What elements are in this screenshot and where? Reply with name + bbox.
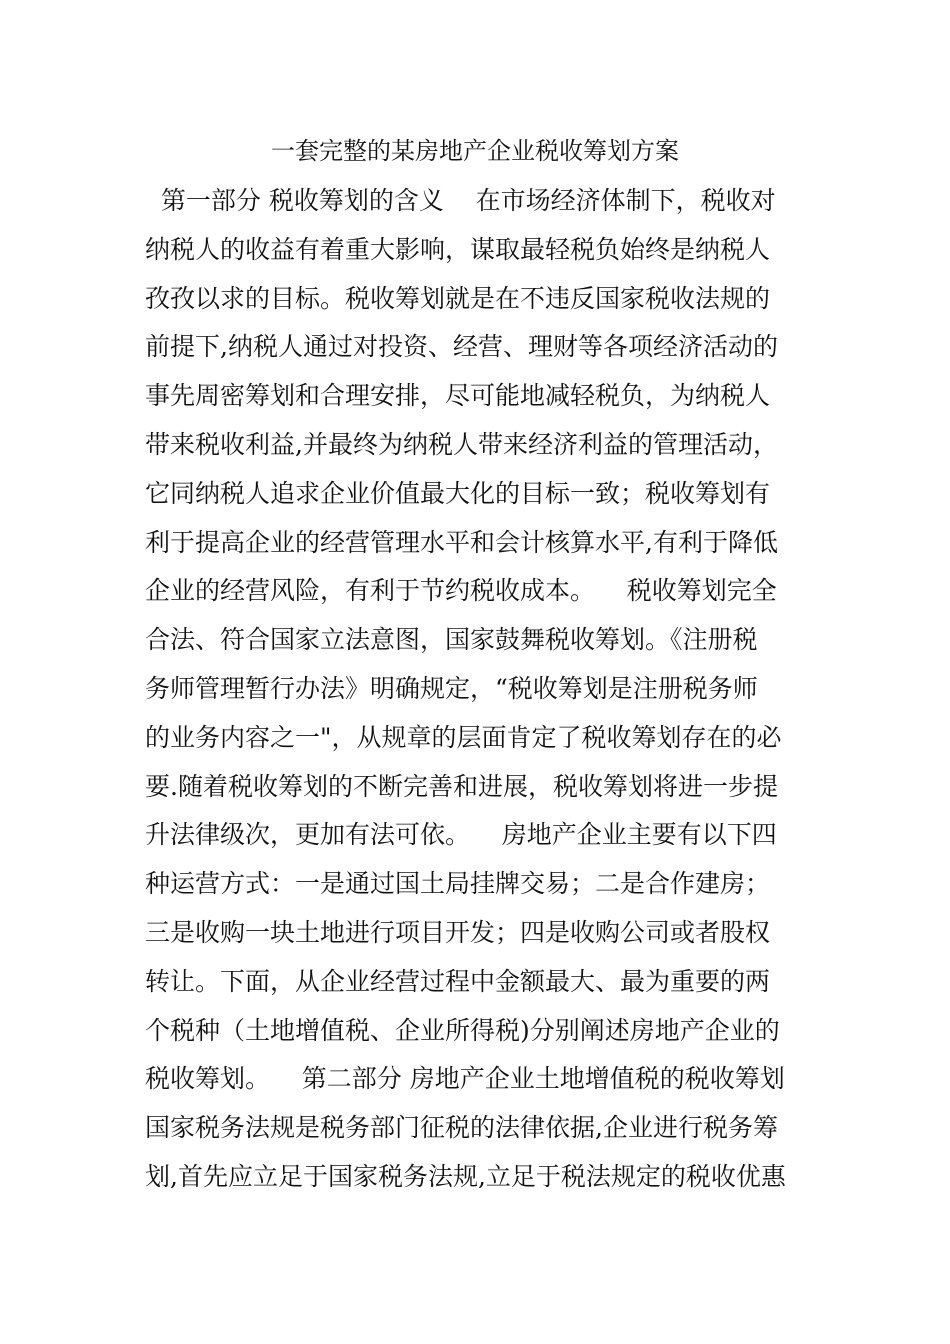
document-title: 一套完整的某房地产企业税收筹划方案 [271,137,679,165]
body-line: 的业务内容之一"，从规章的层面肯定了税收筹划存在的必 [145,722,782,752]
body-line: 税收筹划。 第二部分 房地产企业土地增值税的税收筹划 [145,1064,785,1094]
body-line: 纳税人的收益有着重大影响，谋取最轻税负始终是纳税人 [145,234,771,264]
document-body [145,177,825,1202]
body-line: 个税种（土地增值税、企业所得税)分别阐述房地产企业的 [145,1015,780,1045]
body-line: 合法、符合国家立法意图，国家鼓舞税收筹划。《注册税 [145,625,758,655]
body-line: 企业的经营风险，有利于节约税收成本。 税收筹划完全 [145,576,777,606]
body-line: 孜孜以求的目标。税收筹划就是在不违反国家税收法规的 [145,283,771,313]
body-line: 利于提高企业的经营管理水平和会计核算水平,有利于降低 [145,527,778,557]
body-line: 国家税务法规是税务部门征税的法律依据,企业进行税务筹 [145,1113,778,1143]
body-line: 升法律级次，更加有法可依。 房地产企业主要有以下四 [145,820,777,850]
body-line: 带来税收利益,并最终为纳税人带来经济利益的管理活动， [145,429,778,459]
body-line: 三是收购一块土地进行项目开发；四是收购公司或者股权 [145,917,771,947]
body-line: 要.随着税收筹划的不断完善和进展，税收筹划将进一步提 [145,771,778,801]
body-line: 划,首先应立足于国家税务法规,立足于税法规定的税收优惠 [145,1161,786,1191]
body-line: 第一部分 税收筹划的含义 在市场经济体制下，税收对 [145,186,776,215]
body-line: 前提下,纳税人通过对投资、经营、理财等各项经济活动的 [145,332,778,362]
body-line: 务师管理暂行办法》明确规定，“税收筹划是注册税务师 [145,673,758,703]
body-line: 种运营方式：一是通过国土局挂牌交易；二是合作建房； [145,869,771,899]
body-line: 事先周密筹划和合理安排，尽可能地减轻税负，为纳税人 [145,381,771,411]
body-line: 它同纳税人追求企业价值最大化的目标一致；税收筹划有 [145,478,771,508]
body-line: 转让。下面，从企业经营过程中金额最大、最为重要的两 [145,966,771,996]
